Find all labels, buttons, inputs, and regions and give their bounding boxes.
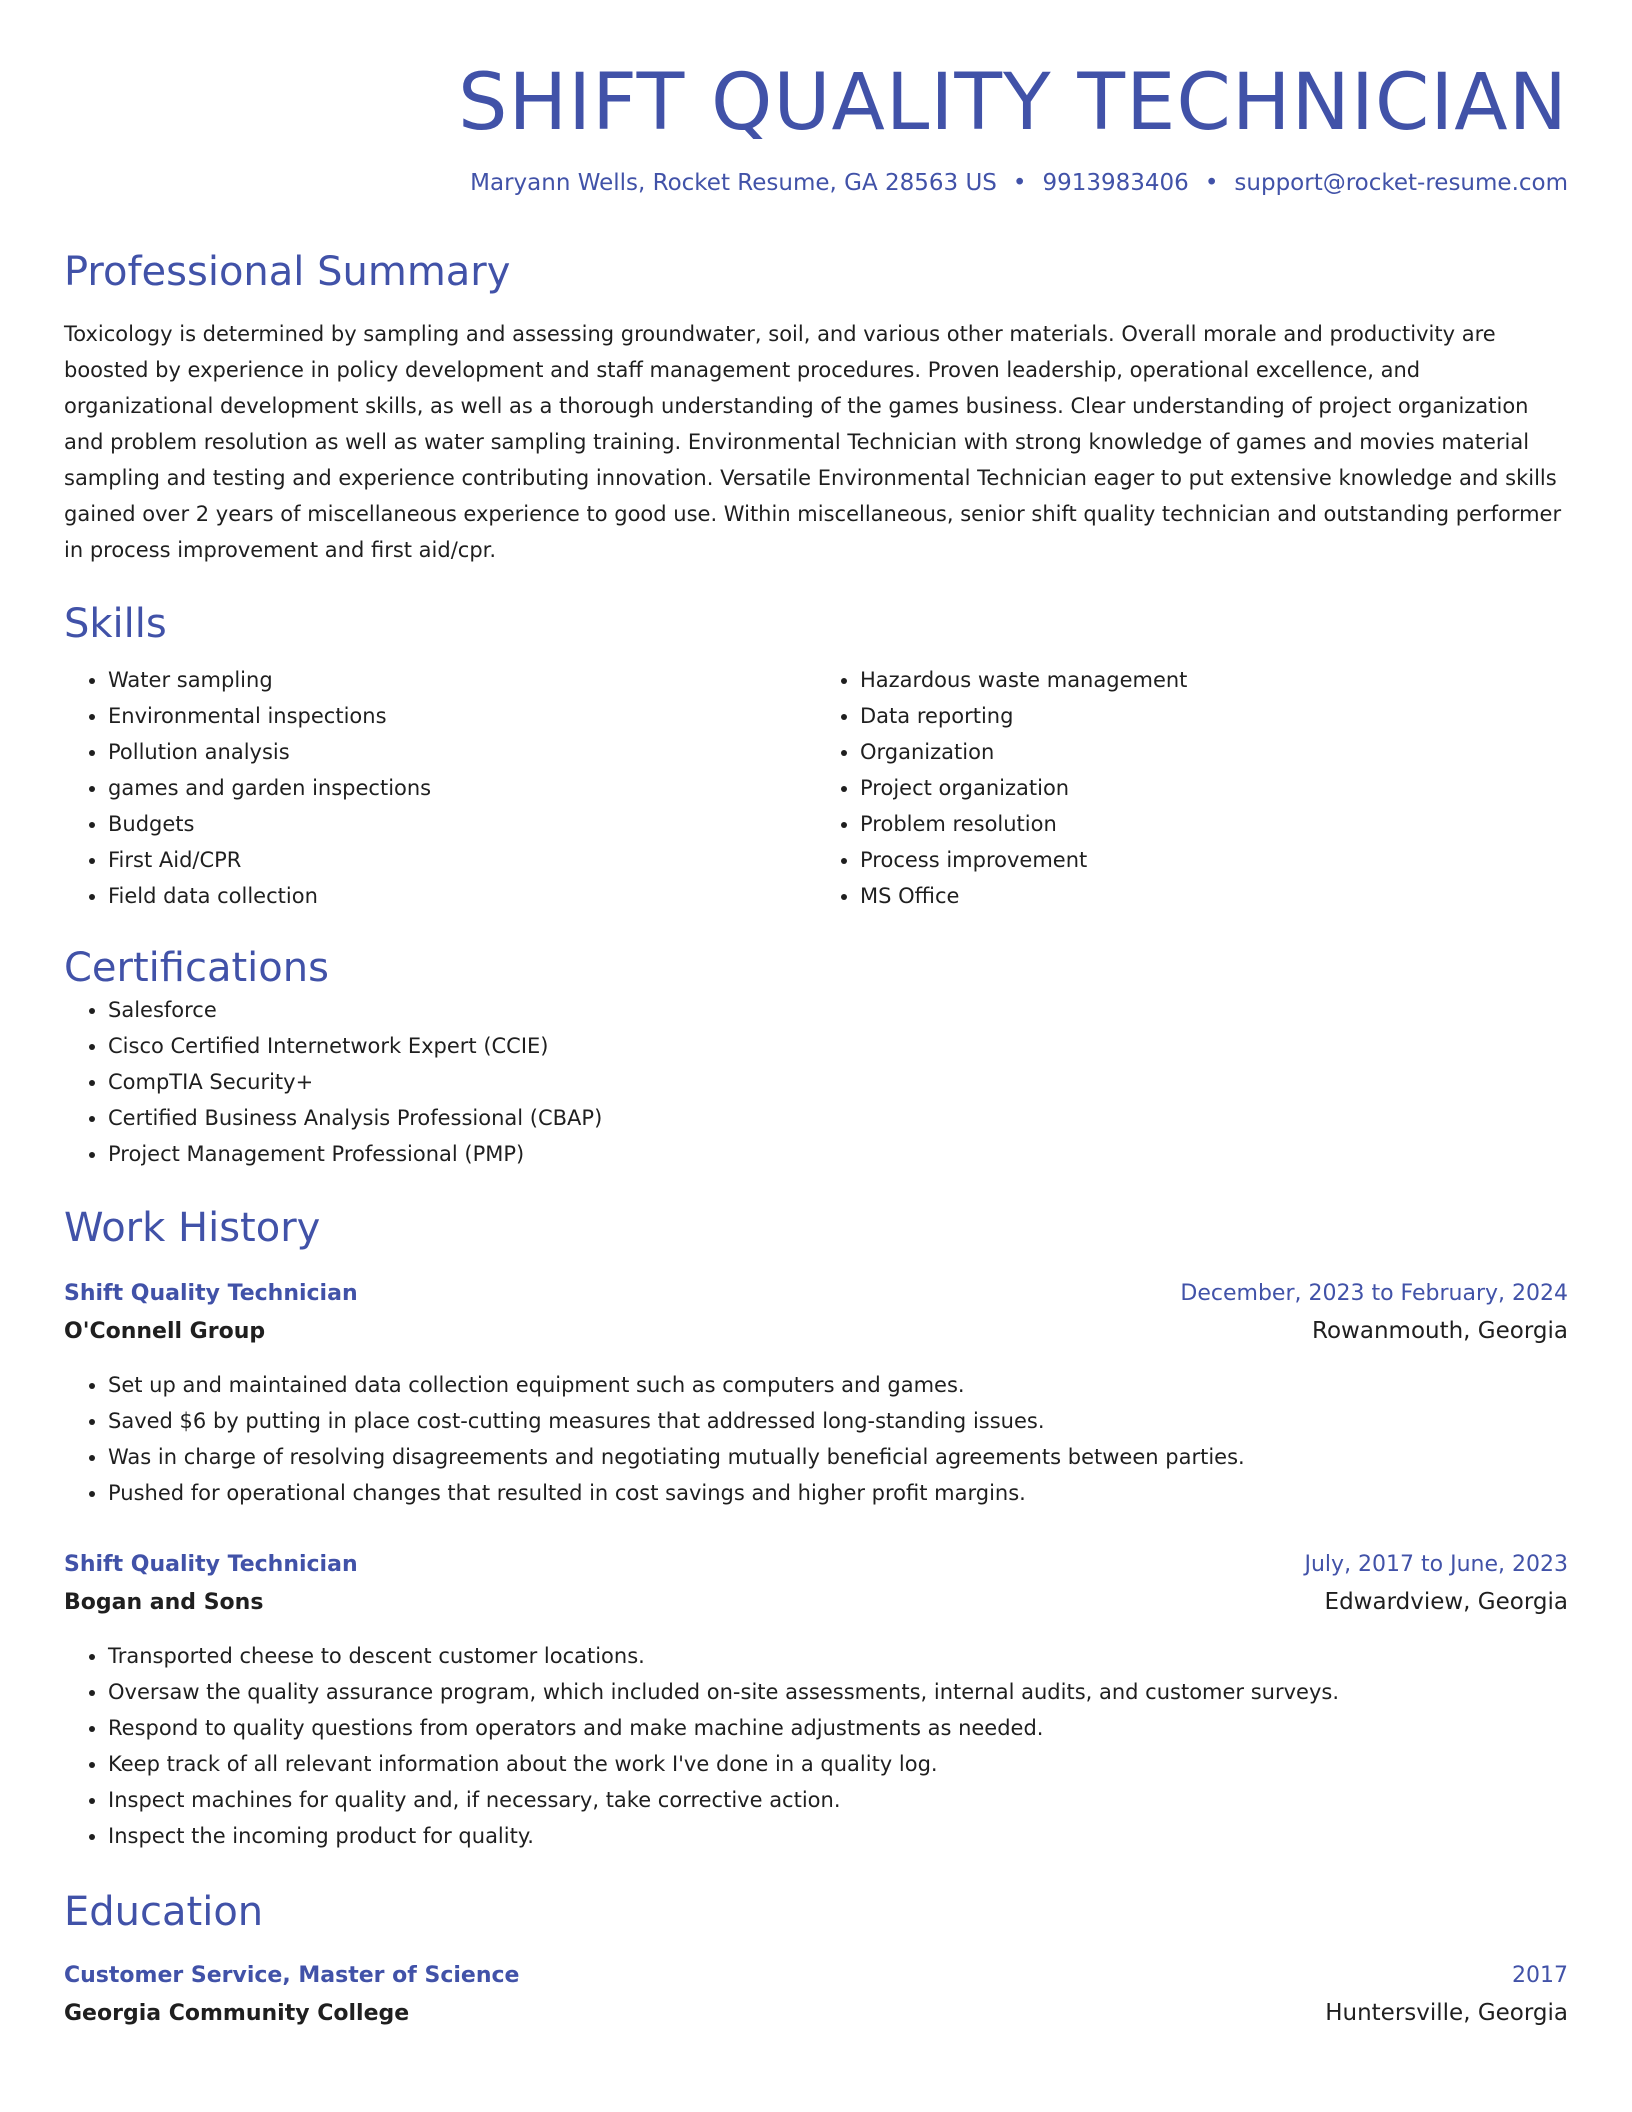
skills-heading: Skills [64, 600, 167, 647]
job-bullet: • Saved $6 by putting in place cost-cutting measures that addressed long-standing issues. [108, 1403, 1568, 1439]
summary-heading: Professional Summary [64, 248, 511, 295]
education-entry [64, 1958, 1568, 2033]
job-company-row [64, 1583, 1568, 1622]
job-bullet: • Respond to quality questions from operators and make machine adjustments as needed. [108, 1710, 1568, 1746]
certification-item: • Salesforce [108, 992, 1568, 1028]
job-bullet: • Inspect machines for quality and, if necessary, take corrective action. [108, 1782, 1568, 1818]
skill-item: • Pollution analysis [108, 734, 816, 770]
contact-separator: • [1012, 170, 1027, 196]
contact-address: Maryann Wells, Rocket Resume, GA 28563 US [470, 170, 997, 196]
skill-item: • Hazardous waste management [860, 662, 1568, 698]
education-location: Huntersville, Georgia [1325, 1999, 1568, 2026]
skill-item: • MS Office [860, 878, 1568, 914]
skill-item: • Water sampling [108, 662, 816, 698]
certifications-heading: Certifications [64, 944, 329, 991]
certifications-section [64, 944, 1568, 1172]
skill-item: • Budgets [108, 806, 816, 842]
job-bullet: • Set up and maintained data collection equipment such as computers and games. [108, 1367, 1568, 1403]
job-dates: December, 2023 to February, 2024 [1180, 1280, 1568, 1306]
job-bullet: • Keep track of all relevant information about the work I've done in a quality log. [108, 1746, 1568, 1782]
certification-item: • Project Management Professional (PMP) [108, 1136, 1568, 1172]
contact-separator: • [1204, 170, 1219, 196]
job-bullet: • Transported cheese to descent customer locations. [108, 1638, 1568, 1674]
summary-text: Toxicology is determined by sampling and assessing groundwater, soil, and various other materials. Overall morale and productivity are boosted by experience in policy development and staff management procedures. Proven leadership, operational excellence, and organizational development skills, as well as a thorough understanding of the games business. Clear understanding of project organization and problem resolution as well as water sampling training. Environmental Technician with strong knowledge of games and movies material sampling and testing and experience contributing innovation. Versatile Environmental Technician eager to put extensive knowledge and skills gained over 2 years of miscellaneous experience to good use. Within miscellaneous, senior shift quality technician and outstanding performer in process improvement and first aid/cpr. [64, 321, 1562, 562]
skills-list-right [816, 662, 1568, 914]
job-bullets [64, 1367, 1568, 1511]
skills-section [64, 600, 1568, 914]
job-title: Shift Quality Technician [64, 1551, 358, 1577]
summary-section [64, 248, 1568, 568]
certification-item: • Certified Business Analysis Professional (CBAP) [108, 1100, 1568, 1136]
contact-line [64, 170, 1568, 198]
job-entry [64, 1276, 1568, 1511]
resume-header [64, 58, 1568, 198]
job-bullet: • Oversaw the quality assurance program, which included on-site assessments, internal audits, and customer surveys. [108, 1674, 1568, 1710]
job-location: Edwardview, Georgia [1324, 1588, 1568, 1615]
education-degree-row [64, 1958, 1568, 1994]
skill-item: • games and garden inspections [108, 770, 816, 806]
skills-column-left [64, 662, 816, 914]
resume-title: SHIFT QUALITY TECHNICIAN [457, 58, 1568, 148]
job-company-row [64, 1312, 1568, 1351]
contact-email: support@rocket-resume.com [1234, 170, 1568, 196]
skill-item: • Organization [860, 734, 1568, 770]
skills-list-left [64, 662, 816, 914]
education-school: Georgia Community College [64, 2000, 410, 2026]
work-history-heading: Work History [64, 1204, 321, 1251]
job-bullet: • Inspect the incoming product for quality. [108, 1818, 1568, 1854]
skills-column-right [816, 662, 1568, 914]
skill-item: • Environmental inspections [108, 698, 816, 734]
skill-item: • Process improvement [860, 842, 1568, 878]
certification-item: • CompTIA Security+ [108, 1064, 1568, 1100]
job-company: Bogan and Sons [64, 1589, 264, 1615]
certification-item: • Cisco Certified Internetwork Expert (CCIE) [108, 1028, 1568, 1064]
skill-item: • Field data collection [108, 878, 816, 914]
certifications-list [64, 992, 1568, 1172]
education-school-row [64, 1994, 1568, 2033]
education-section [64, 1888, 1568, 2033]
contact-phone: 9913983406 [1042, 170, 1189, 196]
skill-item: • Data reporting [860, 698, 1568, 734]
job-entry [64, 1547, 1568, 1854]
skills-grid [64, 662, 1568, 914]
education-degree: Customer Service, Master of Science [64, 1962, 520, 1988]
job-dates: July, 2017 to June, 2023 [1304, 1551, 1568, 1577]
job-bullet: • Was in charge of resolving disagreements and negotiating mutually beneficial agreements between parties. [108, 1439, 1568, 1475]
education-year: 2017 [1512, 1962, 1568, 1988]
skill-item: • Project organization [860, 770, 1568, 806]
education-heading: Education [64, 1888, 264, 1935]
job-company: O'Connell Group [64, 1318, 266, 1344]
job-title: Shift Quality Technician [64, 1280, 358, 1306]
job-title-row [64, 1547, 1568, 1583]
skill-item: • Problem resolution [860, 806, 1568, 842]
skill-item: • First Aid/CPR [108, 842, 816, 878]
job-title-row [64, 1276, 1568, 1312]
job-bullets [64, 1638, 1568, 1854]
job-location: Rowanmouth, Georgia [1312, 1317, 1568, 1344]
work-history-section [64, 1204, 1568, 1854]
job-bullet: • Pushed for operational changes that resulted in cost savings and higher profit margins. [108, 1475, 1568, 1511]
